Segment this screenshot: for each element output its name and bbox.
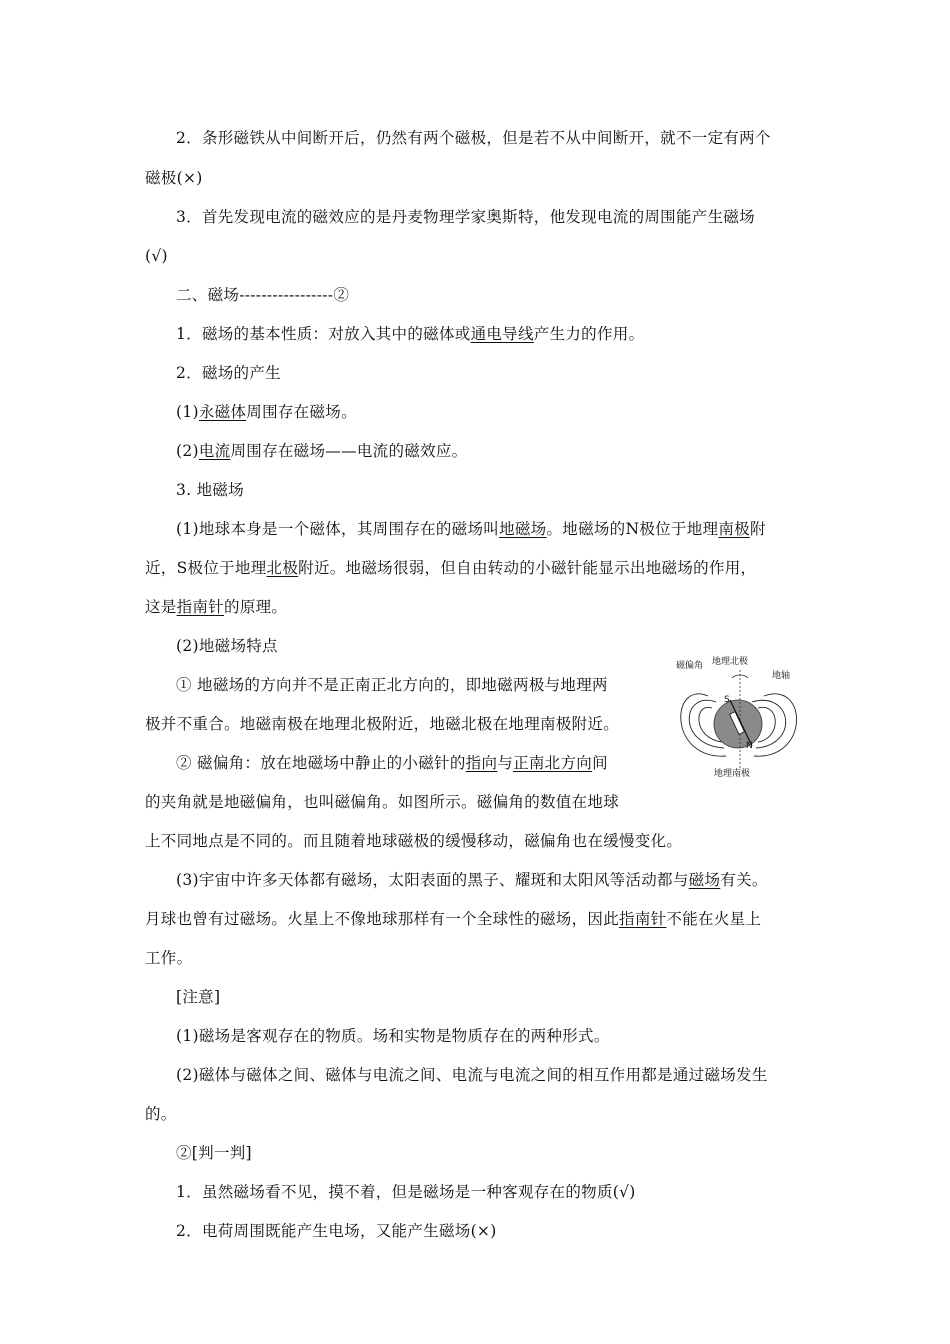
text: 附 bbox=[749, 520, 766, 538]
text: 周围存在磁场——电流的磁效应。 bbox=[230, 442, 468, 460]
text: (√) bbox=[145, 247, 168, 265]
note-item-2-cont bbox=[145, 1104, 177, 1124]
paragraph-basic-property bbox=[176, 324, 644, 344]
judge-item-2 bbox=[176, 128, 771, 148]
underlined-answer: 地磁场 bbox=[499, 520, 547, 538]
text: 2．磁场的产生 bbox=[176, 364, 281, 382]
text: 2．条形磁铁从中间断开后，仍然有两个磁极，但是若不从中间断开，就不一定有两个 bbox=[176, 129, 771, 147]
paragraph-feature-1 bbox=[176, 675, 608, 695]
text: (1)磁场是客观存在的物质。场和实物是物质存在的两种形式。 bbox=[176, 1027, 610, 1045]
text: (2)磁体与磁体之间、磁体与电流之间、电流与电流之间的相互作用都是通过磁场发生 bbox=[176, 1066, 768, 1084]
text: ① 地磁场的方向并不是正南正北方向的，即地磁两极与地理两 bbox=[176, 676, 608, 694]
text: 上不同地点是不同的。而且随着地球磁极的缓慢移动，磁偏角也在缓慢变化。 bbox=[145, 832, 683, 850]
underlined-answer: 指向 bbox=[465, 754, 498, 772]
label-declination: 磁偏角 bbox=[676, 661, 704, 671]
text: 1．磁场的基本性质：对放入其中的磁体或 bbox=[176, 325, 471, 343]
paragraph-features-heading bbox=[176, 636, 278, 656]
paragraph-permanent-magnet bbox=[176, 402, 357, 422]
judge2-item-2 bbox=[176, 1221, 497, 1241]
text: 的。 bbox=[145, 1105, 177, 1123]
text: 3. 地磁场 bbox=[176, 481, 245, 499]
underlined-answer: 南极 bbox=[718, 520, 750, 538]
text: 的夹角就是地磁偏角，也叫磁偏角。如图所示。磁偏角的数值在地球 bbox=[145, 793, 620, 811]
label-s-pole: S bbox=[724, 695, 730, 705]
note-heading bbox=[176, 987, 220, 1007]
label-geo-north: 地理北极 bbox=[712, 657, 749, 667]
judge-item-3 bbox=[176, 207, 755, 227]
judge-heading bbox=[176, 1143, 252, 1163]
paragraph-universe-cont bbox=[145, 909, 761, 929]
text: 与 bbox=[497, 754, 514, 772]
text: 二、磁场-----------------② bbox=[176, 286, 350, 304]
underlined-answer: 正南北方向 bbox=[513, 754, 593, 772]
underlined-answer: 指南针 bbox=[619, 910, 667, 928]
text: 不能在火星上 bbox=[666, 910, 762, 928]
text: 近，S极位于地理 bbox=[145, 559, 267, 577]
paragraph-geomagnetic-3 bbox=[145, 597, 287, 617]
judge-item-3-cont bbox=[145, 246, 168, 266]
underlined-answer: 北极 bbox=[266, 559, 299, 577]
label-geo-south: 地理南极 bbox=[714, 769, 751, 779]
text: 这是 bbox=[145, 598, 177, 616]
text: 3．首先发现电流的磁效应的是丹麦物理学家奥斯特，他发现电流的周围能产生磁场 bbox=[176, 208, 755, 226]
label-axis: 地轴 bbox=[772, 671, 791, 681]
label-n-pole: N bbox=[746, 741, 753, 751]
text: (1) bbox=[176, 403, 199, 421]
text: 工作。 bbox=[145, 949, 193, 967]
text: ② 磁偏角：放在地磁场中静止的小磁针的 bbox=[176, 754, 466, 772]
text: 有关。 bbox=[720, 871, 768, 889]
text: (1)地球本身是一个磁体，其周围存在的磁场叫 bbox=[176, 520, 500, 538]
text: 。地磁场的N极位于地理 bbox=[546, 520, 719, 538]
geomagnetic-figure bbox=[672, 650, 812, 780]
text: (3)宇宙中许多天体都有磁场，太阳表面的黑子、耀斑和太阳风等活动都与 bbox=[176, 871, 689, 889]
underlined-answer: 磁场 bbox=[688, 871, 721, 889]
underlined-answer: 指南针 bbox=[176, 598, 225, 616]
paragraph-universe-cont2 bbox=[145, 948, 192, 968]
text: [注意] bbox=[176, 988, 221, 1006]
paragraph-universe bbox=[176, 870, 768, 890]
text: 1．虽然磁场看不见，摸不着，但是磁场是一种客观存在的物质(√) bbox=[176, 1183, 636, 1201]
text: 的原理。 bbox=[224, 598, 288, 616]
judge-item-2-cont bbox=[145, 168, 203, 188]
section-heading-magnetic-field bbox=[176, 285, 349, 305]
text: (2)地磁场特点 bbox=[176, 637, 278, 655]
paragraph-feature-1-cont bbox=[145, 714, 619, 734]
paragraph-geomagnetic-heading bbox=[176, 480, 244, 500]
text: 磁极(×) bbox=[145, 169, 203, 187]
underlined-answer: 通电导线 bbox=[470, 325, 534, 343]
paragraph-declination bbox=[176, 753, 608, 773]
text: 极并不重合。地磁南极在地理北极附近，地磁北极在地理南极附近。 bbox=[145, 715, 620, 733]
paragraph-geomagnetic-2 bbox=[145, 558, 756, 578]
judge2-item-1 bbox=[176, 1182, 636, 1202]
paragraph-declination-cont bbox=[145, 792, 619, 812]
note-item-1 bbox=[176, 1026, 610, 1046]
paragraph-generation bbox=[176, 363, 281, 383]
paragraph-geomagnetic-1 bbox=[176, 519, 766, 539]
paragraph-current bbox=[176, 441, 467, 461]
text: (2) bbox=[176, 442, 199, 460]
text: 间 bbox=[592, 754, 608, 772]
paragraph-declination-cont2 bbox=[145, 831, 682, 851]
text: 2．电荷周围既能产生电场，又能产生磁场(×) bbox=[176, 1222, 497, 1240]
text: 月球也曾有过磁场。火星上不像地球那样有一个全球性的磁场，因此 bbox=[145, 910, 620, 928]
text: 附近。地磁场很弱，但自由转动的小磁针能显示出地磁场的作用， bbox=[298, 559, 757, 577]
underlined-answer: 电流 bbox=[198, 442, 231, 460]
underlined-answer: 永磁体 bbox=[198, 403, 247, 421]
text: 产生力的作用。 bbox=[533, 325, 645, 343]
note-item-2 bbox=[176, 1065, 768, 1085]
text: ②[判一判] bbox=[176, 1144, 252, 1162]
text: 周围存在磁场。 bbox=[246, 403, 357, 421]
